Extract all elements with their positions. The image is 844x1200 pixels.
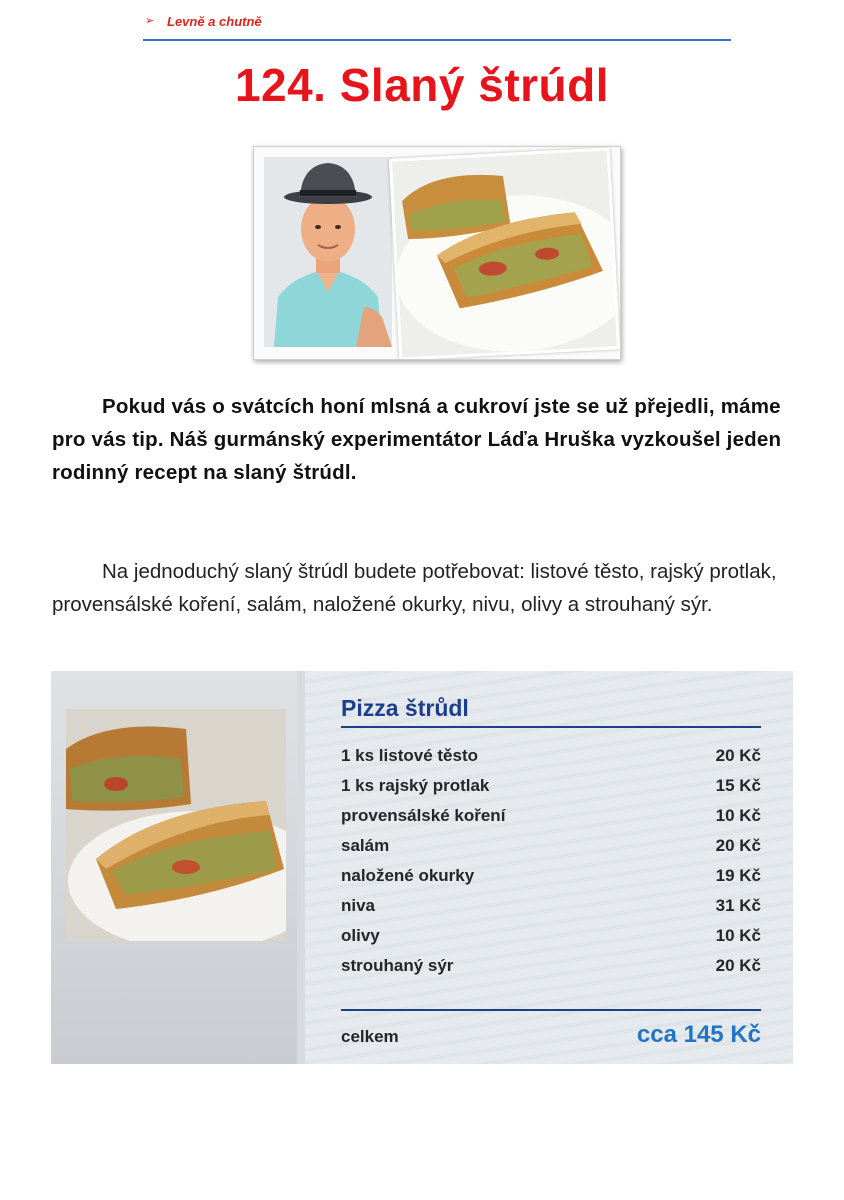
recipe-item-list bbox=[341, 741, 761, 981]
recipe-item bbox=[341, 861, 761, 891]
recipe-item-name: 1 ks rajský protlak bbox=[341, 776, 490, 795]
recipe-item-name: naložené okurky bbox=[341, 866, 475, 885]
running-title: Levně a chutně bbox=[167, 14, 262, 29]
recipe-strudel-photo bbox=[66, 709, 286, 941]
chef-portrait-illustration bbox=[264, 157, 392, 347]
recipe-card-price-panel bbox=[305, 671, 793, 1064]
recipe-item-price: 19 Kč bbox=[715, 866, 761, 885]
recipe-item-name: olivy bbox=[341, 926, 380, 945]
recipe-total bbox=[341, 1021, 761, 1057]
recipe-card-title: Pizza štrůdl bbox=[341, 695, 469, 721]
recipe-item bbox=[341, 891, 761, 921]
recipe-item-name: provensálské koření bbox=[341, 806, 506, 825]
recipe-card bbox=[51, 671, 793, 1064]
recipe-item bbox=[341, 951, 761, 981]
recipe-item-price: 15 Kč bbox=[715, 776, 761, 795]
intro-text: Pokud vás o svátcích honí mlsná a cukroví jste se už přejedli, máme pro vás tip. Náš gurmánský experimentátor Láďa Hruška vyzkoušel jeden rodinný recept na slaný štrúdl. bbox=[52, 395, 782, 484]
recipe-total-label: celkem bbox=[341, 1027, 399, 1046]
recipe-item-price: 20 Kč bbox=[715, 836, 761, 855]
recipe-total-divider bbox=[341, 1009, 761, 1011]
recipe-title-divider bbox=[341, 726, 761, 728]
ingredients-paragraph bbox=[52, 555, 812, 621]
recipe-item bbox=[341, 771, 761, 801]
recipe-item-name: salám bbox=[341, 836, 390, 855]
running-header bbox=[143, 13, 731, 41]
recipe-item-name: 1 ks listové těsto bbox=[341, 746, 479, 765]
recipe-item-name: niva bbox=[341, 896, 376, 915]
recipe-total-value: cca 145 Kč bbox=[636, 1021, 761, 1048]
page-title: 124. Slaný štrúdl bbox=[234, 59, 610, 111]
recipe-item bbox=[341, 831, 761, 861]
strudel-illustration bbox=[392, 151, 617, 358]
recipe-item-price: 10 Kč bbox=[715, 926, 761, 945]
recipe-item-price: 20 Kč bbox=[715, 956, 761, 975]
intro-paragraph bbox=[52, 390, 812, 489]
header-photo bbox=[253, 146, 621, 360]
arrow-bullet-icon: ➢ bbox=[145, 15, 155, 27]
recipe-item bbox=[341, 801, 761, 831]
recipe-card-image-panel bbox=[51, 671, 297, 1064]
recipe-item bbox=[341, 921, 761, 951]
recipe-item-price: 31 Kč bbox=[715, 896, 761, 915]
strudel-photo-image bbox=[389, 147, 620, 360]
ingredients-text: Na jednoduchý slaný štrúdl budete potřebovat: listové těsto, rajský protlak, provensálské koření, salám, naložené okurky, nivu, olivy a strouhaný sýr. bbox=[52, 560, 777, 616]
recipe-item-price: 10 Kč bbox=[715, 806, 761, 825]
recipe-item-name: strouhaný sýr bbox=[341, 956, 454, 975]
recipe-strudel-illustration bbox=[66, 709, 286, 941]
recipe-item bbox=[341, 741, 761, 771]
chef-portrait-image bbox=[264, 157, 392, 347]
recipe-item-price: 20 Kč bbox=[715, 746, 761, 765]
